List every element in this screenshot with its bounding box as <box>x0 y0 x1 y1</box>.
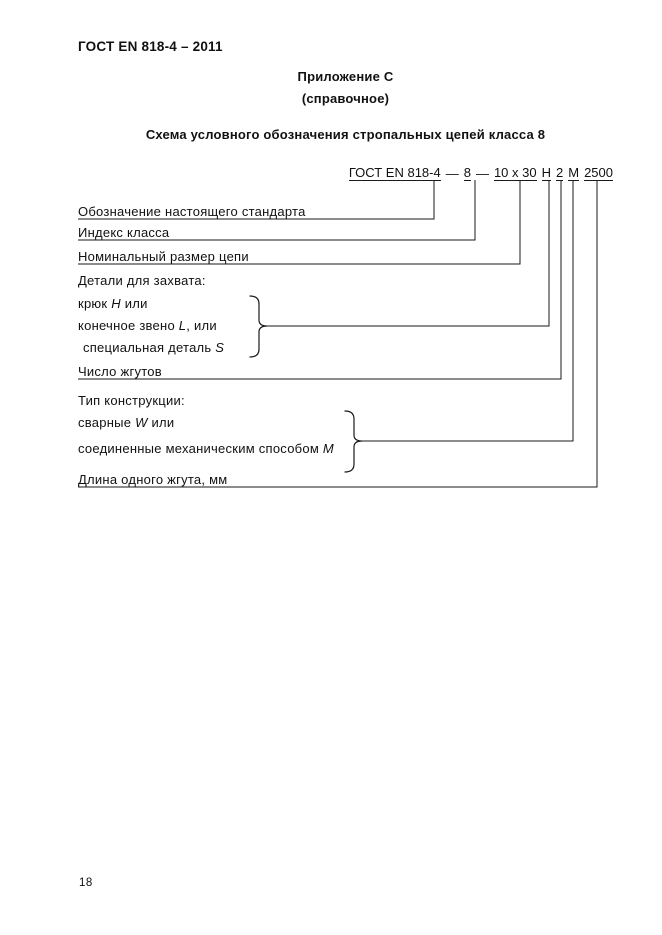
label-text: крюк <box>78 296 112 311</box>
label-construction-mechanical <box>78 442 334 455</box>
label-grip-special <box>78 341 224 354</box>
grip-options-brace <box>250 296 267 357</box>
label-text: соединенные механическим способом <box>78 441 323 456</box>
designation-dash: — <box>475 166 489 181</box>
label-chain-size: Номинальный размер цепи <box>78 249 249 264</box>
appendix-kind: (справочное) <box>301 91 390 106</box>
label-class-index: Индекс класса <box>78 225 170 240</box>
code-letter-w: W <box>135 415 148 430</box>
designation-standard: ГОСТ EN 818-4 <box>348 165 441 180</box>
designation-line <box>349 166 613 181</box>
label-text: или <box>120 296 148 311</box>
label-grip-heading: Детали для захвата: <box>78 273 206 288</box>
designation-construction-code: M <box>568 165 580 180</box>
designation-strand-count: 2 <box>556 165 564 180</box>
label-construction-welded <box>78 416 174 429</box>
label-grip-end-link <box>78 319 217 332</box>
leader-grip-code <box>267 180 549 326</box>
label-text: специальная деталь <box>83 340 216 355</box>
code-letter-l: L <box>178 318 187 333</box>
label-standard: Обозначение настоящего стандарта <box>78 204 306 219</box>
designation-dash: — <box>445 166 459 181</box>
label-text: сварные <box>78 415 136 430</box>
code-letter-s: S <box>215 340 225 355</box>
label-strand-count: Число жгутов <box>78 364 162 379</box>
label-grip-hook <box>78 297 148 310</box>
designation-chain-size: 10 х 30 <box>493 165 537 180</box>
code-letter-m: M <box>322 441 334 456</box>
designation-strand-length: 2500 <box>584 165 613 180</box>
document-header: ГОСТ EN 818-4 – 2011 <box>78 39 223 54</box>
label-text: , или <box>186 318 217 333</box>
designation-grip-code: H <box>541 165 551 180</box>
label-text: конечное звено <box>78 318 179 333</box>
code-letter-h: H <box>111 296 121 311</box>
appendix-label: Приложение С <box>297 69 394 84</box>
designation-class-index: 8 <box>463 165 471 180</box>
construction-options-brace <box>345 411 362 472</box>
label-strand-length: Длина одного жгута, мм <box>78 472 228 487</box>
label-construction-heading: Тип конструкции: <box>78 393 185 408</box>
page-title: Схема условного обозначения стропальных цепей класса 8 <box>145 127 546 142</box>
page-number: 18 <box>79 877 93 889</box>
label-text: или <box>147 415 175 430</box>
